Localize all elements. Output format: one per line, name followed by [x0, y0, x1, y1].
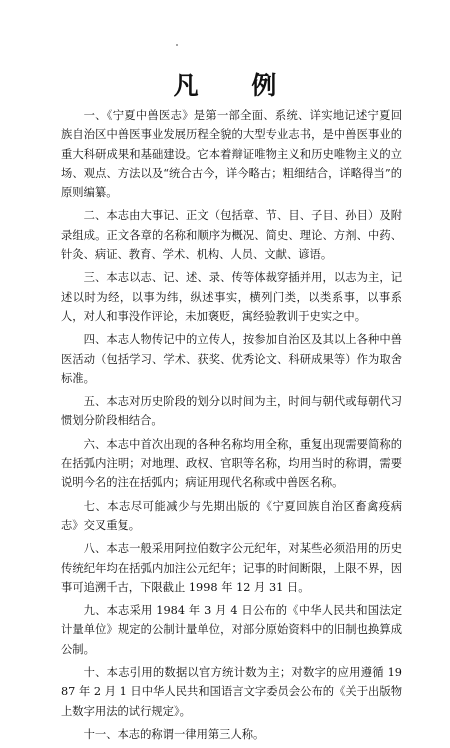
- paragraph-4: 四、本志人物传记中的立传人，按参加自治区及其以上各种中兽医活动（包括学习、学术、获奖、优秀论文、科研成果等）作为取舍标准。: [61, 333, 402, 385]
- scan-speck: [176, 44, 178, 46]
- paragraph-7: 七、本志尽可能减少与先期出版的《宁夏回族自治区畜禽疫病志》交叉重复。: [61, 499, 402, 532]
- paragraph-3: 三、本志以志、记、述、录、传等体裁穿插并用，以志为主，记述以时为经，以事为纬，纵述事实，横列门类，以类系事，以事系人，对人和事没作评论，未加褒贬，寓经验教训于史实之中。: [61, 271, 402, 323]
- paragraph-1: 一、《宁夏中兽医志》是第一部全面、系统、详实地记述宁夏回族自治区中兽医事业发展历程全貌的大型专业志书，是中兽医事业的重大科研成果和基础建设。它本着辩证唯物主义和历史唯物主义的立场、观点、方法以及“统合古今，详今略古；粗细结合，详略得当”的原则编纂。: [61, 109, 402, 200]
- page-title: 凡 例: [173, 71, 299, 100]
- paragraph-11: 十一、本志的称谓一律用第三人称。: [83, 727, 265, 741]
- paragraph-6: 六、本志中首次出现的各种名称均用全称，重复出现需要简称的在括弧内注明；对地理、政权、官职等名称，均用当时的称谓，需要说明今名的注在括弧内；病证用现代名称或中兽医名称。: [61, 437, 402, 490]
- paragraph-8: 八、本志一般采用阿拉伯数字公元纪年，对某些必须沿用的历史传统纪年均在括弧内加注公元纪年；记事的时间断限，上限不界，因事可追溯千古，下限截止 1998 年 12 月 31 日。: [61, 542, 402, 594]
- paragraph-5: 五、本志对历史阶段的划分以时间为主，时间与朝代或每朝代习惯划分阶段相结合。: [61, 395, 402, 428]
- paragraph-2: 二、本志由大事记、正文（包括章、节、目、子目、孙目）及附录组成。正文各章的名称和顺序为概况、简史、理论、方剂、中药、针灸、病证、教育、学术、机构、人员、文献、谚语。: [61, 209, 402, 262]
- paragraph-9: 九、本志采用 1984 年 3 月 4 日公布的《中华人民共和国法定计量单位》规定的公制计量单位，对部分原始资料中的旧制也换算成公制。: [61, 604, 402, 656]
- document-body: [61, 106, 402, 748]
- paragraph-10: 十、本志引用的数据以官方统计数为主；对数字的应用遵循 1987 年 2 月 1 日中华人民共和国语言文字委员会公布的《关于出版物上数字用法的试行规定》。: [61, 666, 402, 718]
